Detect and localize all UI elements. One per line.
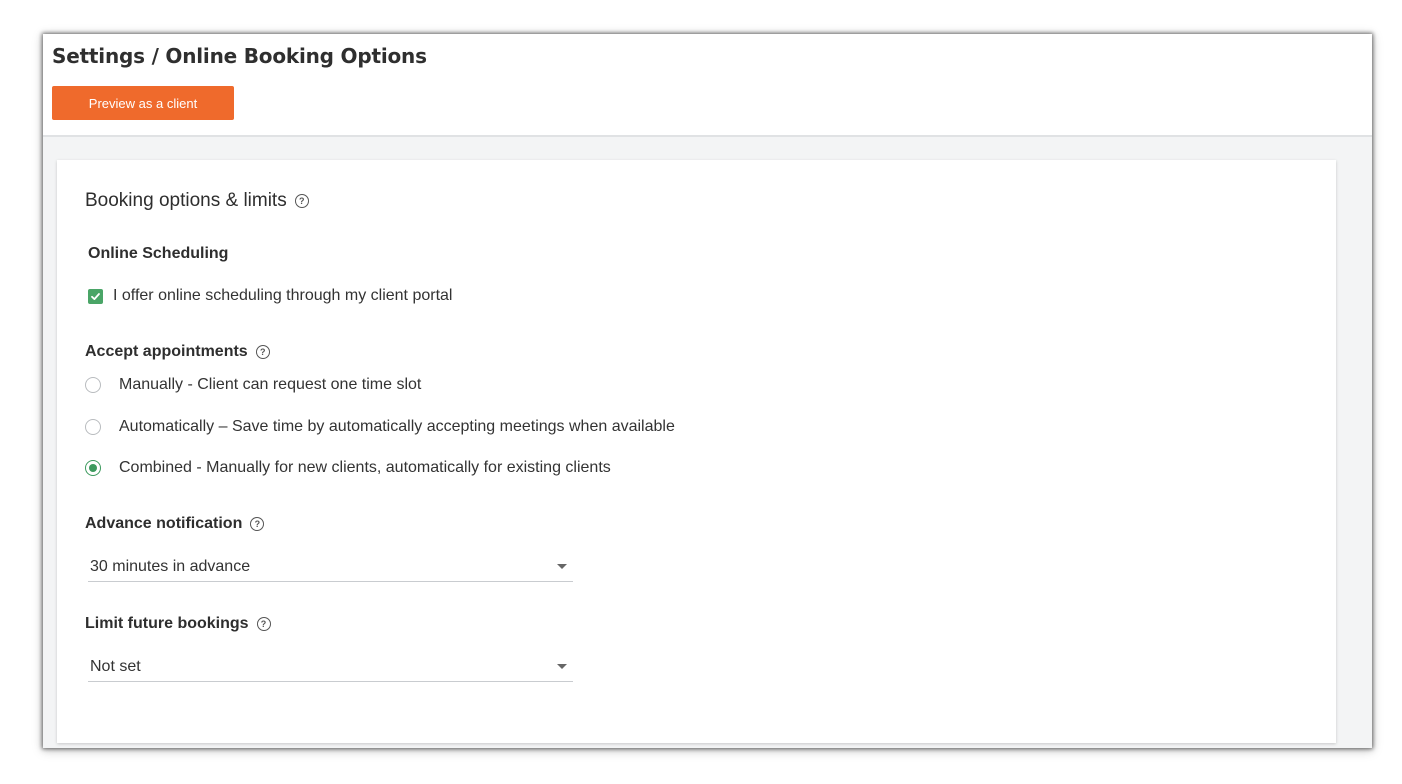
advance-notification-select[interactable]	[88, 552, 573, 582]
accept-appointments-label-text: Accept appointments	[85, 343, 248, 360]
help-icon[interactable]: ?	[250, 517, 264, 531]
online-scheduling-checkbox[interactable]	[88, 289, 103, 304]
section-title	[85, 190, 309, 212]
check-icon	[90, 291, 101, 302]
limit-future-bookings-select[interactable]	[88, 652, 573, 682]
radio-button[interactable]	[85, 419, 101, 435]
radio-option-label: Combined - Manually for new clients, automatically for existing clients	[119, 459, 611, 476]
page-header	[43, 34, 1372, 137]
chevron-down-icon	[557, 664, 567, 669]
radio-option-automatically[interactable]	[85, 418, 675, 436]
online-scheduling-label-text: Online Scheduling	[88, 245, 229, 262]
online-scheduling-checkbox-label: I offer online scheduling through my client portal	[113, 287, 453, 304]
limit-future-bookings-label	[85, 615, 271, 633]
advance-notification-label	[85, 515, 264, 533]
preview-as-client-button[interactable]: Preview as a client	[52, 86, 234, 120]
radio-button-selected[interactable]	[85, 460, 101, 476]
accept-appointments-label	[85, 343, 270, 361]
advance-notification-value: 30 minutes in advance	[90, 557, 251, 575]
radio-option-label: Manually - Client can request one time slot	[119, 376, 422, 393]
radio-option-manually[interactable]	[85, 376, 421, 394]
section-title-text: Booking options & limits	[85, 190, 287, 211]
advance-notification-label-text: Advance notification	[85, 515, 243, 532]
booking-options-card	[57, 160, 1336, 743]
limit-future-bookings-value: Not set	[90, 657, 141, 675]
online-scheduling-checkbox-row[interactable]	[88, 287, 452, 305]
help-icon[interactable]: ?	[256, 345, 270, 359]
radio-dot	[89, 464, 97, 472]
online-scheduling-label	[88, 245, 228, 263]
help-icon[interactable]: ?	[295, 194, 309, 208]
radio-option-label: Automatically – Save time by automatically accepting meetings when available	[119, 418, 675, 435]
radio-button[interactable]	[85, 377, 101, 393]
radio-option-combined[interactable]	[85, 459, 611, 477]
chevron-down-icon	[557, 564, 567, 569]
limit-future-bookings-label-text: Limit future bookings	[85, 615, 249, 632]
page-title: Settings / Online Booking Options	[52, 44, 427, 68]
help-icon[interactable]: ?	[257, 617, 271, 631]
app-window	[43, 34, 1372, 748]
